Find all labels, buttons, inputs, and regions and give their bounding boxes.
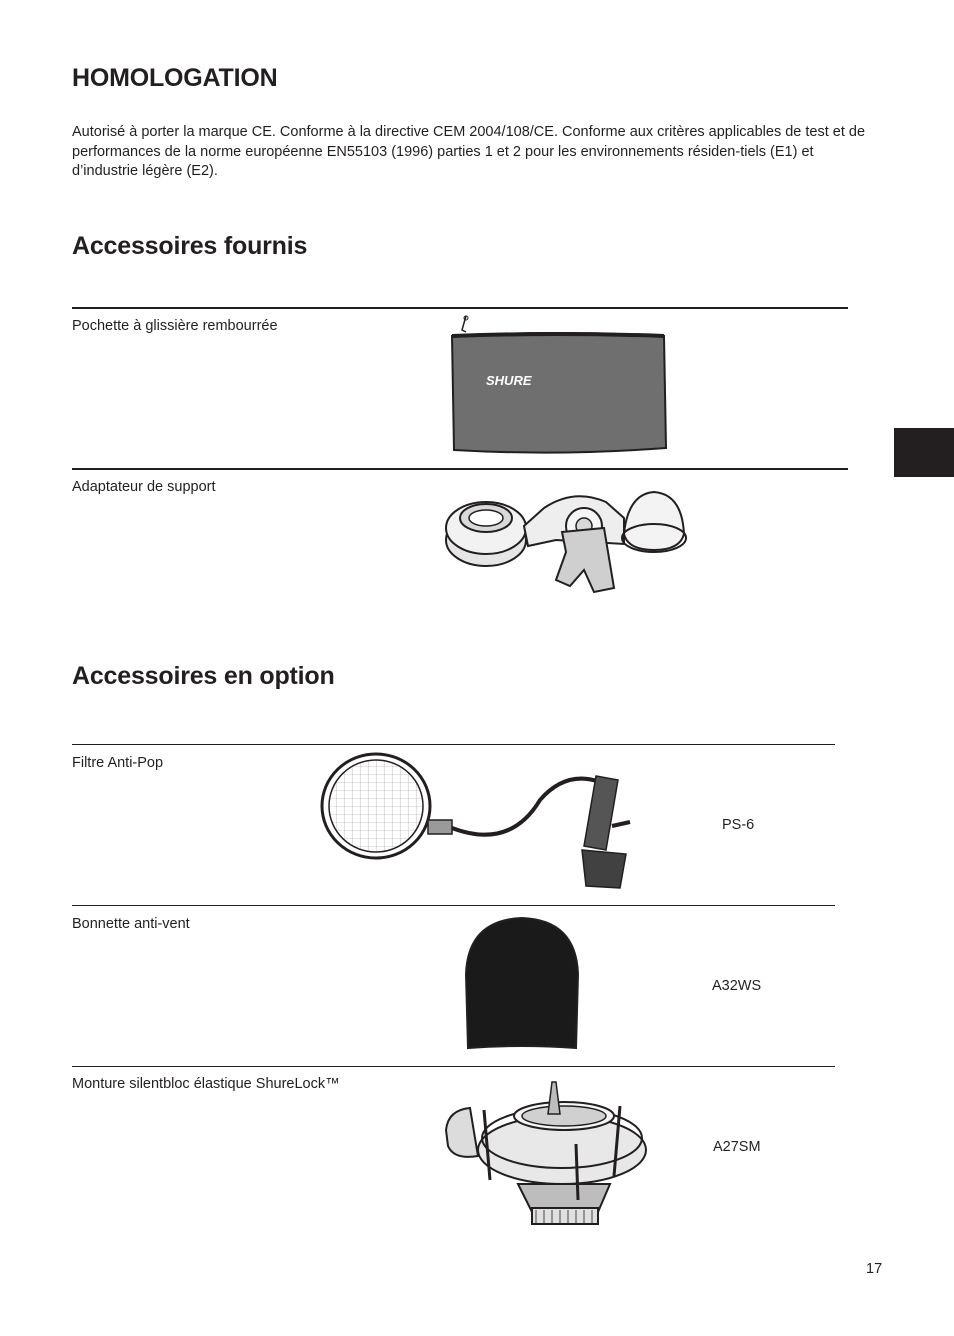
divider	[72, 905, 835, 906]
side-tab	[894, 428, 954, 477]
homologation-heading: HOMOLOGATION	[72, 64, 278, 92]
divider	[72, 468, 848, 470]
shure-logo: SHURE	[486, 373, 532, 388]
divider	[72, 744, 835, 745]
homologation-text: Autorisé à porter la marque CE. Conforme à la directive CEM 2004/108/CE. Conforme aux critères applicables de test et de performances de la norme européenne EN55103 (1996) parties 1 et 2 pour les environnements résiden-tiels (E1) et d’industrie légère (E2).	[72, 124, 866, 179]
model-pop-filter: PS-6	[722, 817, 755, 833]
shock-mount-image	[444, 1080, 650, 1228]
accessories-provided-heading: Accessoires fournis	[72, 232, 308, 260]
item-label-zipper-pouch: Pochette à glissière rembourrée	[72, 318, 278, 334]
divider	[72, 1066, 835, 1067]
pop-filter-image	[320, 750, 640, 896]
mount-adapter-image	[444, 488, 690, 598]
item-label-pop-filter: Filtre Anti-Pop	[72, 755, 164, 771]
page-number: 17	[866, 1261, 883, 1277]
divider	[72, 307, 848, 309]
model-shock-mount: A27SM	[713, 1139, 761, 1155]
model-windscreen: A32WS	[712, 978, 762, 994]
item-label-windscreen: Bonnette anti-vent	[72, 916, 190, 932]
zipper-pouch-image	[448, 314, 672, 456]
windscreen-image	[462, 916, 584, 1050]
item-label-shock-mount: Monture silentbloc élastique ShureLock™	[72, 1076, 340, 1092]
accessories-optional-heading: Accessoires en option	[72, 662, 335, 690]
item-label-mount-adapter: Adaptateur de support	[72, 479, 216, 495]
